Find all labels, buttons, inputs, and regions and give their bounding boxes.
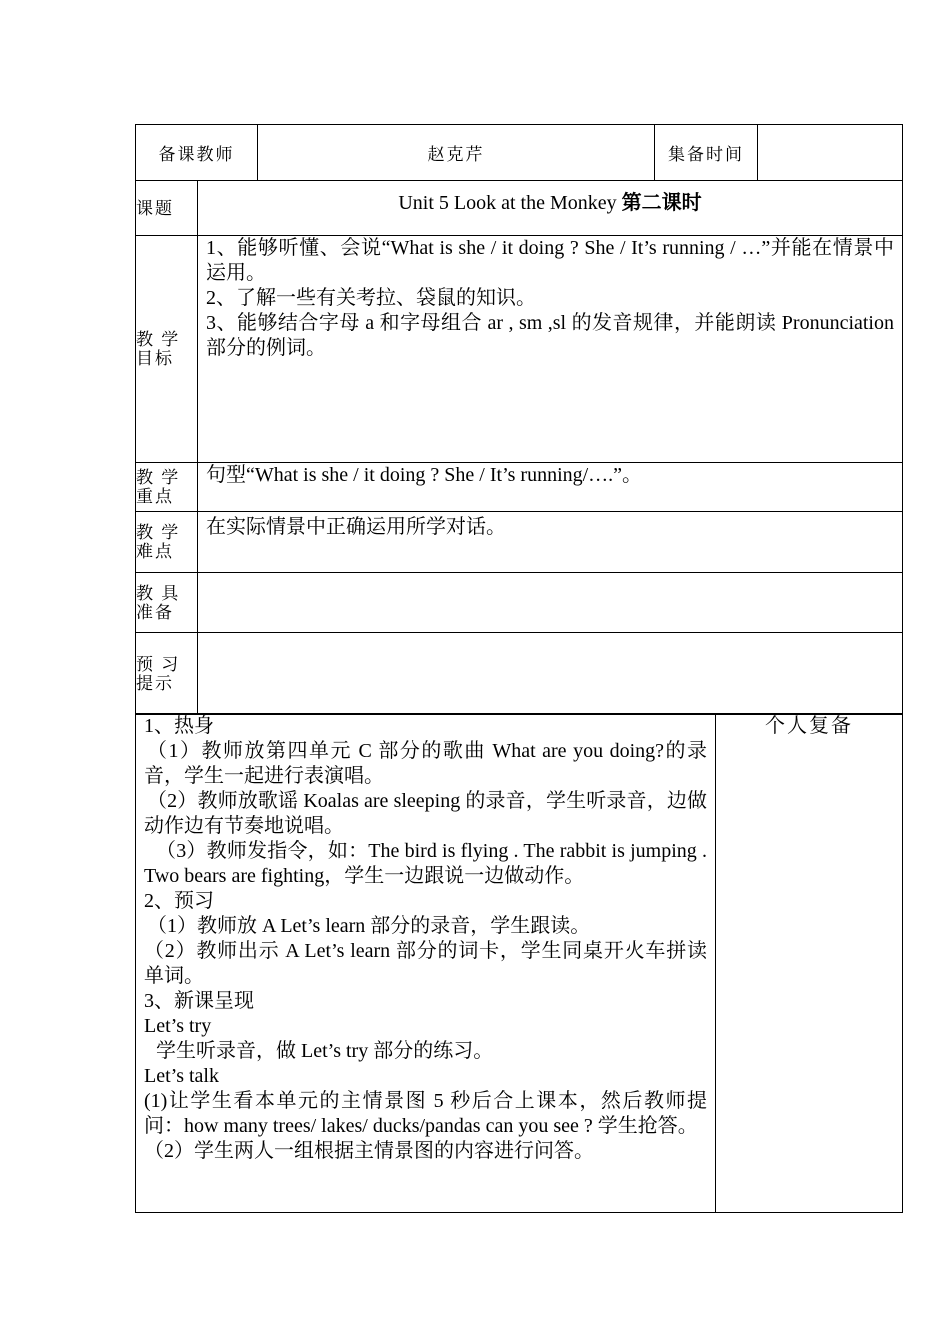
goals-label xyxy=(136,236,198,463)
difficulties-content: 在实际情景中正确运用所学对话。 xyxy=(198,512,903,573)
process-paragraph: Let’s talk xyxy=(144,1065,219,1087)
teacher-row xyxy=(136,125,903,181)
process-row xyxy=(136,714,903,1213)
goal-item: 2、了解一些有关考拉、袋鼠的知识。 xyxy=(206,287,536,309)
teacher-label: 备课教师 xyxy=(136,125,258,181)
tools-label-line2: 准备 xyxy=(136,602,174,622)
prep-time-label: 集备时间 xyxy=(655,125,758,181)
goal-item: 1、能够听懂、会说“What is she / it doing ? She / It’s running / …”并能在情景中运用。 xyxy=(206,237,894,284)
prep-time-value xyxy=(758,125,903,181)
key-points-row xyxy=(136,463,903,512)
preview-content xyxy=(198,633,903,715)
process-paragraph: （2）教师出示 A Let’s learn 部分的词卡，学生同桌开火车拼读单词。 xyxy=(144,940,707,987)
key-points-label-line2: 重点 xyxy=(136,487,174,506)
difficulties-label xyxy=(136,512,198,573)
lesson-plan-header-table xyxy=(135,124,903,715)
preview-label-line1: 预 习 xyxy=(136,654,181,674)
preview-label-line2: 提示 xyxy=(136,673,174,693)
goal-item: 3、能够结合字母 a 和字母组合 ar , sm ,sl 的发音规律，并能朗读 Pronunciation 部分的例词。 xyxy=(206,312,894,359)
process-paragraph: (1)让学生看本单元的主情景图 5 秒后合上课本，然后教师提问：how many trees/ lakes/ ducks/pandas can you see ? 学生抢答。 xyxy=(144,1090,707,1137)
topic-title xyxy=(198,181,903,236)
key-points-label xyxy=(136,463,198,512)
tools-content xyxy=(198,573,903,633)
process-content xyxy=(136,714,716,1213)
tools-label-line1: 教 具 xyxy=(136,583,181,603)
process-paragraph: （2）教师放歌谣 Koalas are sleeping 的录音，学生听录音，边做动作边有节奏地说唱。 xyxy=(144,790,707,837)
difficulties-label-line2: 难点 xyxy=(136,542,174,561)
goals-row xyxy=(136,236,903,463)
process-paragraph: （2）学生两人一组根据主情景图的内容进行问答。 xyxy=(144,1140,594,1162)
topic-label: 课题 xyxy=(136,181,198,236)
preview-row xyxy=(136,633,903,715)
preview-label xyxy=(136,633,198,715)
process-paragraph: （3）教师发指令，如：The bird is flying . The rabbit is jumping . Two bears are fighting，学生一边跟说一边做动作。 xyxy=(144,840,707,887)
goals-label-line1: 教 学 xyxy=(136,330,181,349)
difficulties-row xyxy=(136,512,903,573)
tools-label xyxy=(136,573,198,633)
key-points-content: 句型“What is she / it doing ? She / It’s running/….”。 xyxy=(198,463,903,512)
topic-row xyxy=(136,181,903,236)
process-paragraph: （1）教师放第四单元 C 部分的歌曲 What are you doing?的录音，学生一起进行表演唱。 xyxy=(144,740,707,787)
process-paragraph: 2、预习 xyxy=(144,890,214,912)
teacher-name: 赵克芹 xyxy=(258,125,655,181)
personal-review-column: 个人复备 xyxy=(716,714,903,1213)
goals-content xyxy=(198,236,903,463)
topic-title-en: Unit 5 Look at the Monkey xyxy=(398,192,622,214)
tools-row xyxy=(136,573,903,633)
process-paragraph: （1）教师放 A Let’s learn 部分的录音，学生跟读。 xyxy=(147,915,591,937)
goals-label-line2: 目标 xyxy=(136,349,174,368)
process-paragraph: 1、热身 xyxy=(144,715,214,737)
key-points-label-line1: 教 学 xyxy=(136,468,181,487)
difficulties-label-line1: 教 学 xyxy=(136,523,181,542)
process-paragraph: Let’s try xyxy=(144,1015,212,1037)
topic-title-cn: 第二课时 xyxy=(621,192,702,214)
teaching-process-table xyxy=(135,713,903,1213)
process-paragraph: 学生听录音，做 Let’s try 部分的练习。 xyxy=(156,1040,494,1062)
process-paragraph: 3、新课呈现 xyxy=(144,990,254,1012)
